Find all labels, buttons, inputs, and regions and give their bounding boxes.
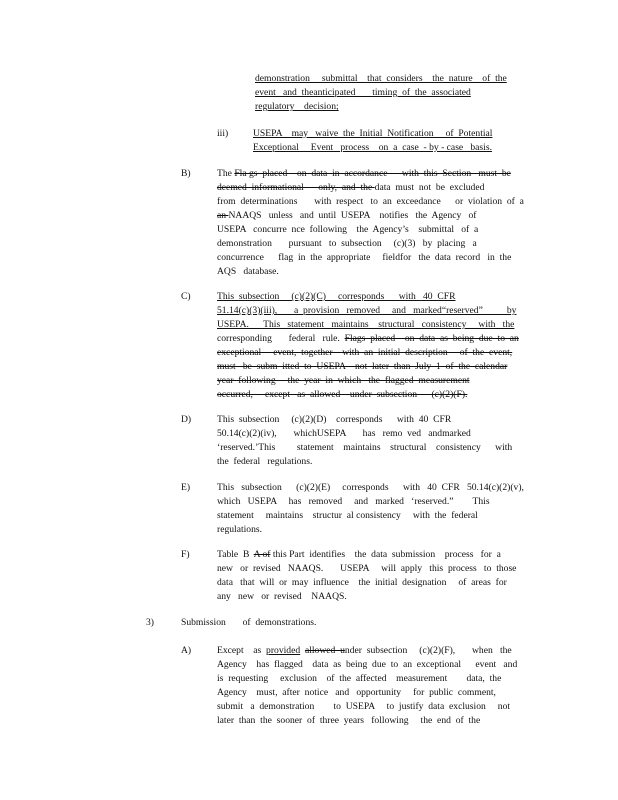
text-line	[217, 375, 470, 386]
text-line	[217, 591, 347, 602]
text-line	[217, 291, 456, 302]
body-text: later than the sooner of three years following the end of the	[217, 715, 481, 726]
text-line	[217, 182, 484, 193]
inserted-text: USEPA may waive the Initial Notification of Potential	[253, 128, 493, 139]
text-line	[217, 563, 516, 574]
struck-text: Flags placed on data as being due to an	[344, 333, 519, 344]
body-text: ‘reserved.’This statement maintains structural consistency with	[217, 442, 513, 453]
struck-text: occurred, except as allowed under subsection (c)(2)(F).	[217, 389, 468, 400]
body-text: concurrence flag in the appropriate fieldfor the data record in the	[217, 252, 512, 263]
body-text: from determinations with respect to an exceedance or violation of a	[217, 196, 524, 207]
text-line	[217, 252, 511, 263]
struck-text: an	[217, 210, 229, 221]
struck-text: deemed informational only, and the	[217, 182, 375, 193]
body-text: submit a demonstration to USEPA to justify data exclusion not	[217, 701, 511, 712]
body-text: Submission of demonstrations.	[181, 617, 317, 628]
text-line	[217, 428, 471, 439]
body-text: AQS database.	[217, 266, 279, 277]
body-text: USEPA concurre nce following the Agency’s submittal of a	[217, 224, 479, 235]
text-line	[217, 210, 476, 221]
item-label: F)	[181, 549, 190, 560]
text-line	[217, 361, 507, 372]
inserted-text: event and theanticipated timing of the associated	[255, 87, 471, 98]
text-line	[217, 496, 490, 507]
struck-text: allowed u	[304, 645, 345, 656]
inserted-text: USEPA. This statement maintains structural consistency with the	[217, 319, 515, 330]
text-line	[217, 224, 478, 235]
inserted-text: 51.14(c)(3)(iii), a provision removed and marked“reserved” by	[217, 305, 517, 316]
text-line	[217, 168, 511, 179]
text-line	[217, 238, 477, 249]
text-line	[217, 701, 510, 712]
text-line	[217, 645, 512, 656]
item-label: A)	[181, 645, 192, 656]
inserted-text: Exceptional Event process on a case - by - case basis.	[253, 142, 492, 153]
inserted-text: regulatory decision;	[255, 101, 339, 112]
text-line	[217, 482, 524, 493]
struck-text: Fla gs placed on data in accordance with this Section must be	[234, 168, 511, 179]
body-text: which USEPA has removed and marked ‘reserved.” This	[217, 496, 490, 507]
item-label: D)	[181, 414, 192, 425]
body-text: The	[217, 168, 235, 179]
text-line	[217, 389, 467, 400]
text-line	[217, 414, 451, 425]
inserted-text: provided	[266, 645, 301, 656]
struck-text: must be subm itted to USEPA not later than July 1 of the calendar	[217, 361, 508, 372]
text-line	[255, 73, 507, 84]
text-line	[255, 101, 339, 112]
item-label: C)	[181, 291, 191, 302]
struck-text: A of	[253, 549, 271, 560]
text-line	[217, 549, 501, 560]
struck-text: year following the year in which the flagged measurement	[217, 375, 470, 386]
text-line	[217, 333, 519, 344]
item-label: iii)	[217, 128, 229, 139]
body-text: This subsection (c)(2)(D) corresponds with 40 CFR	[217, 414, 452, 425]
text-line	[217, 659, 517, 670]
body-text: 50.14(c)(2)(iv), whichUSEPA has remo ved andmarked	[217, 428, 471, 439]
text-line	[255, 87, 471, 98]
text-line	[217, 305, 516, 316]
text-line	[217, 442, 512, 453]
text-line	[217, 196, 524, 207]
body-text: this Part identifies the data submission process for a	[270, 549, 501, 560]
body-text: is requesting exclusion of the affected measurement data, the	[217, 673, 502, 684]
body-text: Agency must, after notice and opportunity for public comment,	[217, 687, 496, 698]
text-line	[217, 687, 496, 698]
text-line	[253, 128, 492, 139]
text-line	[217, 715, 480, 726]
body-text: the federal regulations.	[217, 456, 313, 467]
text-line	[181, 617, 316, 628]
text-line	[217, 266, 279, 277]
body-text: statement maintains structur al consistency with the federal	[217, 510, 478, 521]
text-line	[217, 347, 512, 358]
text-line	[217, 319, 514, 330]
text-line	[253, 142, 492, 153]
body-text: Agency has flagged data as being due to an exceptional event and	[217, 659, 518, 670]
body-text: corresponding federal rule.	[217, 333, 345, 344]
body-text: any new or revised NAAQS.	[217, 591, 347, 602]
item-label: B)	[181, 168, 191, 179]
body-text: Except as	[217, 645, 267, 656]
body-text: demonstration pursuant to subsection (c)(3) by placing a	[217, 238, 477, 249]
inserted-text: This subsection (c)(2)(C) corresponds with 40 CFR	[217, 291, 456, 302]
text-line	[217, 673, 501, 684]
item-label: 3)	[146, 617, 154, 628]
text-line	[217, 456, 312, 467]
body-text: new or revised NAAQS. USEPA will apply this process to those	[217, 563, 517, 574]
body-text: data that will or may influence the initial designation of areas for	[217, 577, 507, 588]
body-text: NAAQS unless and until USEPA notifies the Agency of	[228, 210, 477, 221]
body-text: data must not be excluded	[374, 182, 485, 193]
body-text: Table B	[217, 549, 254, 560]
body-text: nder subsection (c)(2)(F), when the	[344, 645, 512, 656]
body-text: regulations.	[217, 524, 263, 535]
struck-text: exceptional event, together with an initial description of the event,	[217, 347, 513, 358]
text-line	[217, 577, 507, 588]
inserted-text: demonstration submittal that considers the nature of the	[255, 73, 507, 84]
body-text: This subsection (c)(2)(E) corresponds with 40 CFR 50.14(c)(2)(v),	[217, 482, 524, 493]
text-line	[217, 510, 478, 521]
text-line	[217, 524, 262, 535]
item-label: E)	[181, 482, 191, 493]
